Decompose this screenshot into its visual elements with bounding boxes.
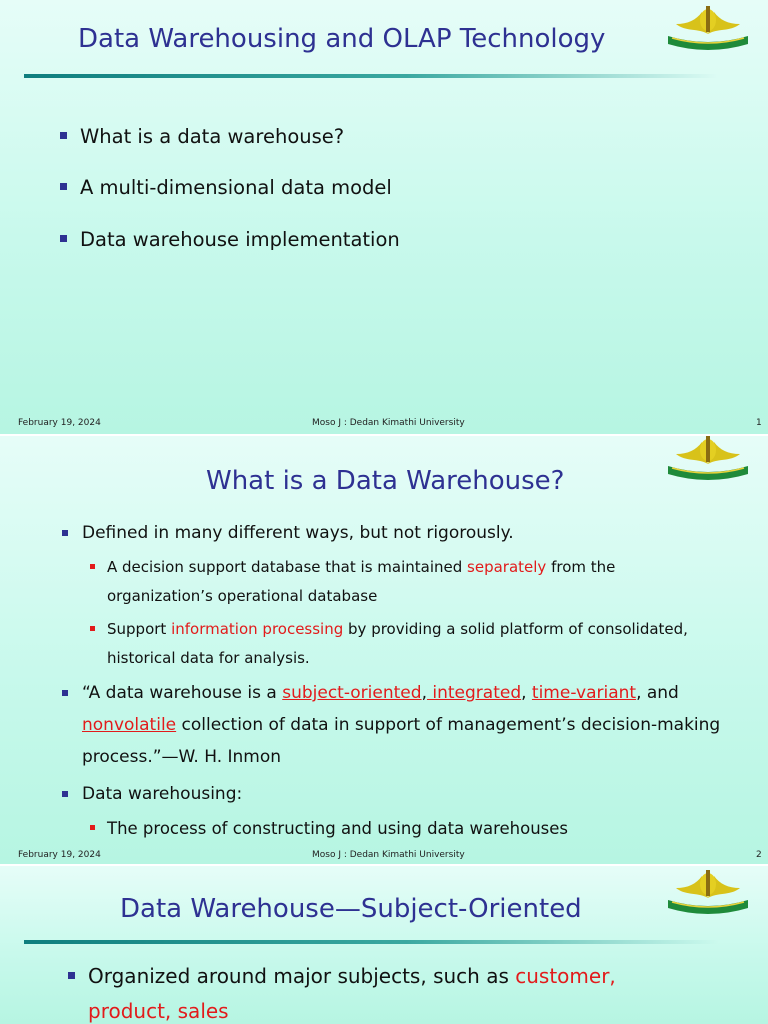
bullet-square-icon [90, 825, 95, 830]
title-divider [24, 940, 718, 944]
university-logo [662, 2, 754, 54]
footer-page-number: 2 [756, 850, 762, 860]
bullet-square-icon [62, 690, 68, 696]
bullet-item: Data warehouse implementation [60, 228, 400, 251]
link-time-variant[interactable]: time-variant [531, 683, 637, 703]
bullet-square-icon [62, 791, 68, 797]
bullet-square-icon [90, 564, 95, 569]
link-subject-oriented[interactable]: subject-oriented [282, 683, 422, 703]
title-divider [24, 74, 718, 78]
bullet-square-icon [62, 530, 68, 536]
footer-date: February 19, 2024 [18, 418, 101, 428]
footer-page-number: 1 [756, 418, 762, 428]
bullet-item: A multi-dimensional data model [60, 176, 392, 199]
bullet-square-icon [60, 183, 67, 190]
slide-title: Data Warehousing and OLAP Technology [78, 24, 606, 54]
slide-title: Data Warehouse—Subject-Oriented [120, 894, 582, 924]
bullet-square-icon [60, 132, 67, 139]
slide-1 [0, 0, 768, 434]
footer-author: Moso J : Dedan Kimathi University [312, 850, 465, 860]
slide-3: Data Warehouse—Subject-Oriented Organized around major subjects, such as customer, product, sales [0, 866, 768, 1024]
bullet-square-icon [68, 972, 75, 979]
link-integrated[interactable]: integrated [426, 683, 522, 703]
footer-date: February 19, 2024 [18, 850, 101, 860]
bullet-square-icon [60, 235, 67, 242]
link-nonvolatile[interactable]: nonvolatile [82, 715, 177, 735]
footer-author: Moso J : Dedan Kimathi University [312, 418, 465, 428]
slide-title: What is a Data Warehouse? [206, 466, 565, 496]
university-logo [662, 866, 754, 918]
slide-2: What is a Data Warehouse? Defined in many different ways, but not rigorously. A decision support database that is maintained separately from the organization’s operational database Support information processing by providing a solid platform of consolidated, historical data for analysis. “A data warehouse is a subject-oriented, integrated, time-variant, and nonvolatile collection of data in support of management’s decision-making process.”—W. H. Inmon Data warehousing: The process of constructing and using data warehouses February 19, 2024 Moso J : Dedan Kimathi University 2 [0, 436, 768, 864]
university-logo [662, 436, 754, 484]
bullet-square-icon [90, 626, 95, 631]
bullet-item: What is a data warehouse? [60, 125, 344, 148]
